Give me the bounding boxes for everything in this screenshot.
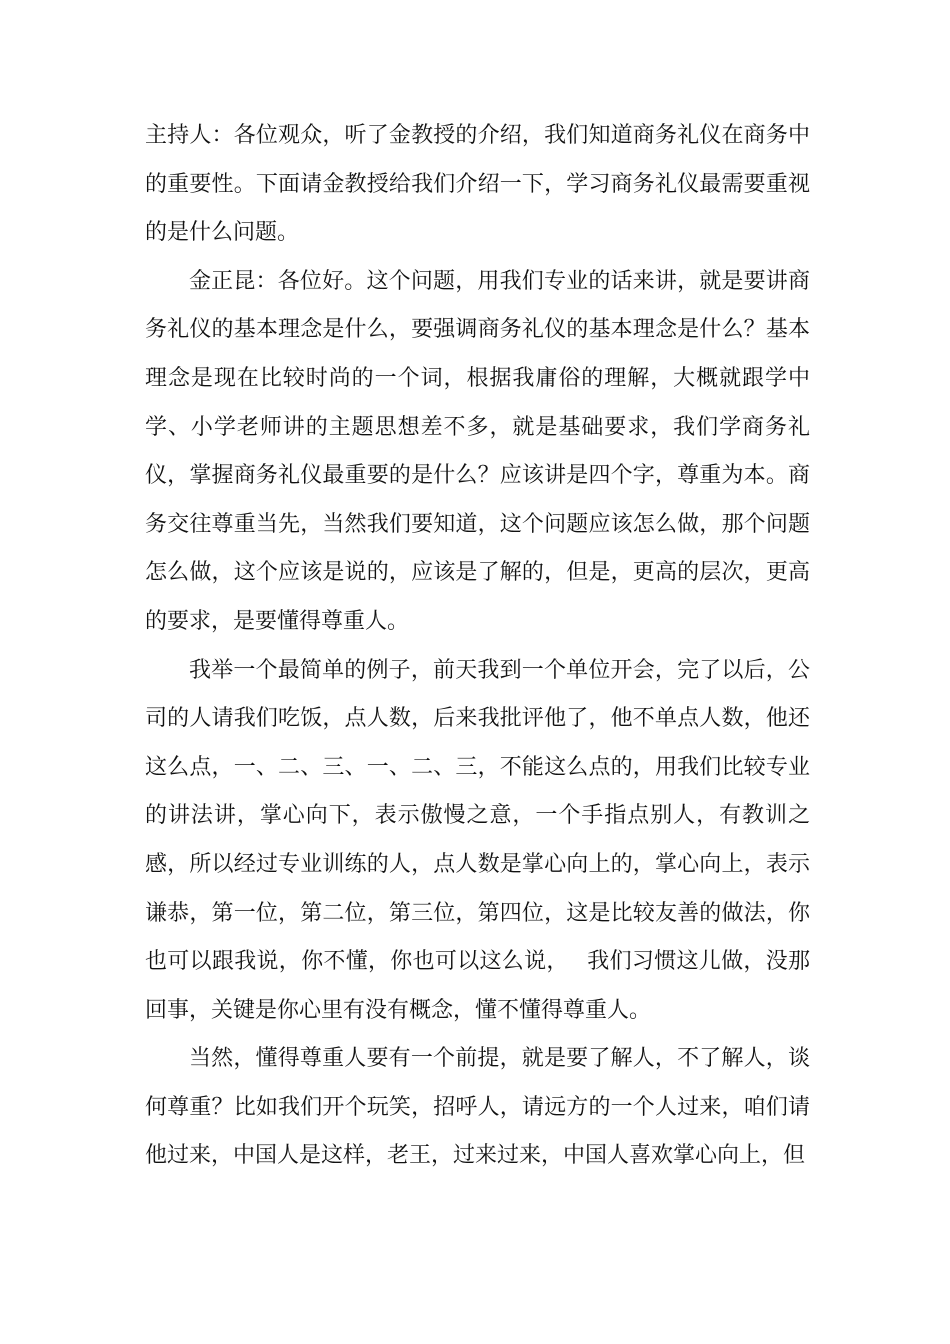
paragraph-host-question: 主持人：各位观众，听了金教授的介绍，我们知道商务礼仪在商务中的重要性。下面请金教授给我们介绍一下，学习商务礼仪最需要重视的是什么问题。 [145, 123, 810, 246]
paragraph-understanding-people: 当然，懂得尊重人要有一个前提，就是要了解人，不了解人，谈何尊重？比如我们开个玩笑，招呼人，请远方的一个人过来，咱们请他过来，中国人是这样，老王，过来过来，中国人喜欢掌心向上，但 [145, 1046, 810, 1169]
paragraph-jin-answer: 金正昆：各位好。这个问题，用我们专业的话来讲，就是要讲商务礼仪的基本理念是什么，要强调商务礼仪的基本理念是什么？基本理念是现在比较时尚的一个词，根据我庸俗的理解，大概就跟学中学、小学老师讲的主题思想差不多，就是基础要求，我们学商务礼仪，掌握商务礼仪最重要的是什么？应该讲是四个字，尊重为本。商务交往尊重当先，当然我们要知道，这个问题应该怎么做，那个问题怎么做，这个应该是说的，应该是了解的，但是，更高的层次，更高的要求，是要懂得尊重人。 [145, 268, 810, 634]
paragraph-counting-example: 我举一个最简单的例子，前天我到一个单位开会，完了以后，公司的人请我们吃饭，点人数，后来我批评他了，他不单点人数，他还这么点，一、二、三、一、二、三，不能这么点的，用我们比较专业的讲法讲，掌心向下，表示傲慢之意，一个手指点别人，有教训之感，所以经过专业训练的人，点人数是掌心向上的，掌心向上，表示谦恭，第一位，第二位，第三位，第四位，这是比较友善的做法，你也可以跟我说，你不懂，你也可以这么说， 我们习惯这儿做，没那回事，关键是你心里有没有概念，懂不懂得尊重人。 [145, 657, 810, 1023]
document-body [145, 112, 810, 1181]
